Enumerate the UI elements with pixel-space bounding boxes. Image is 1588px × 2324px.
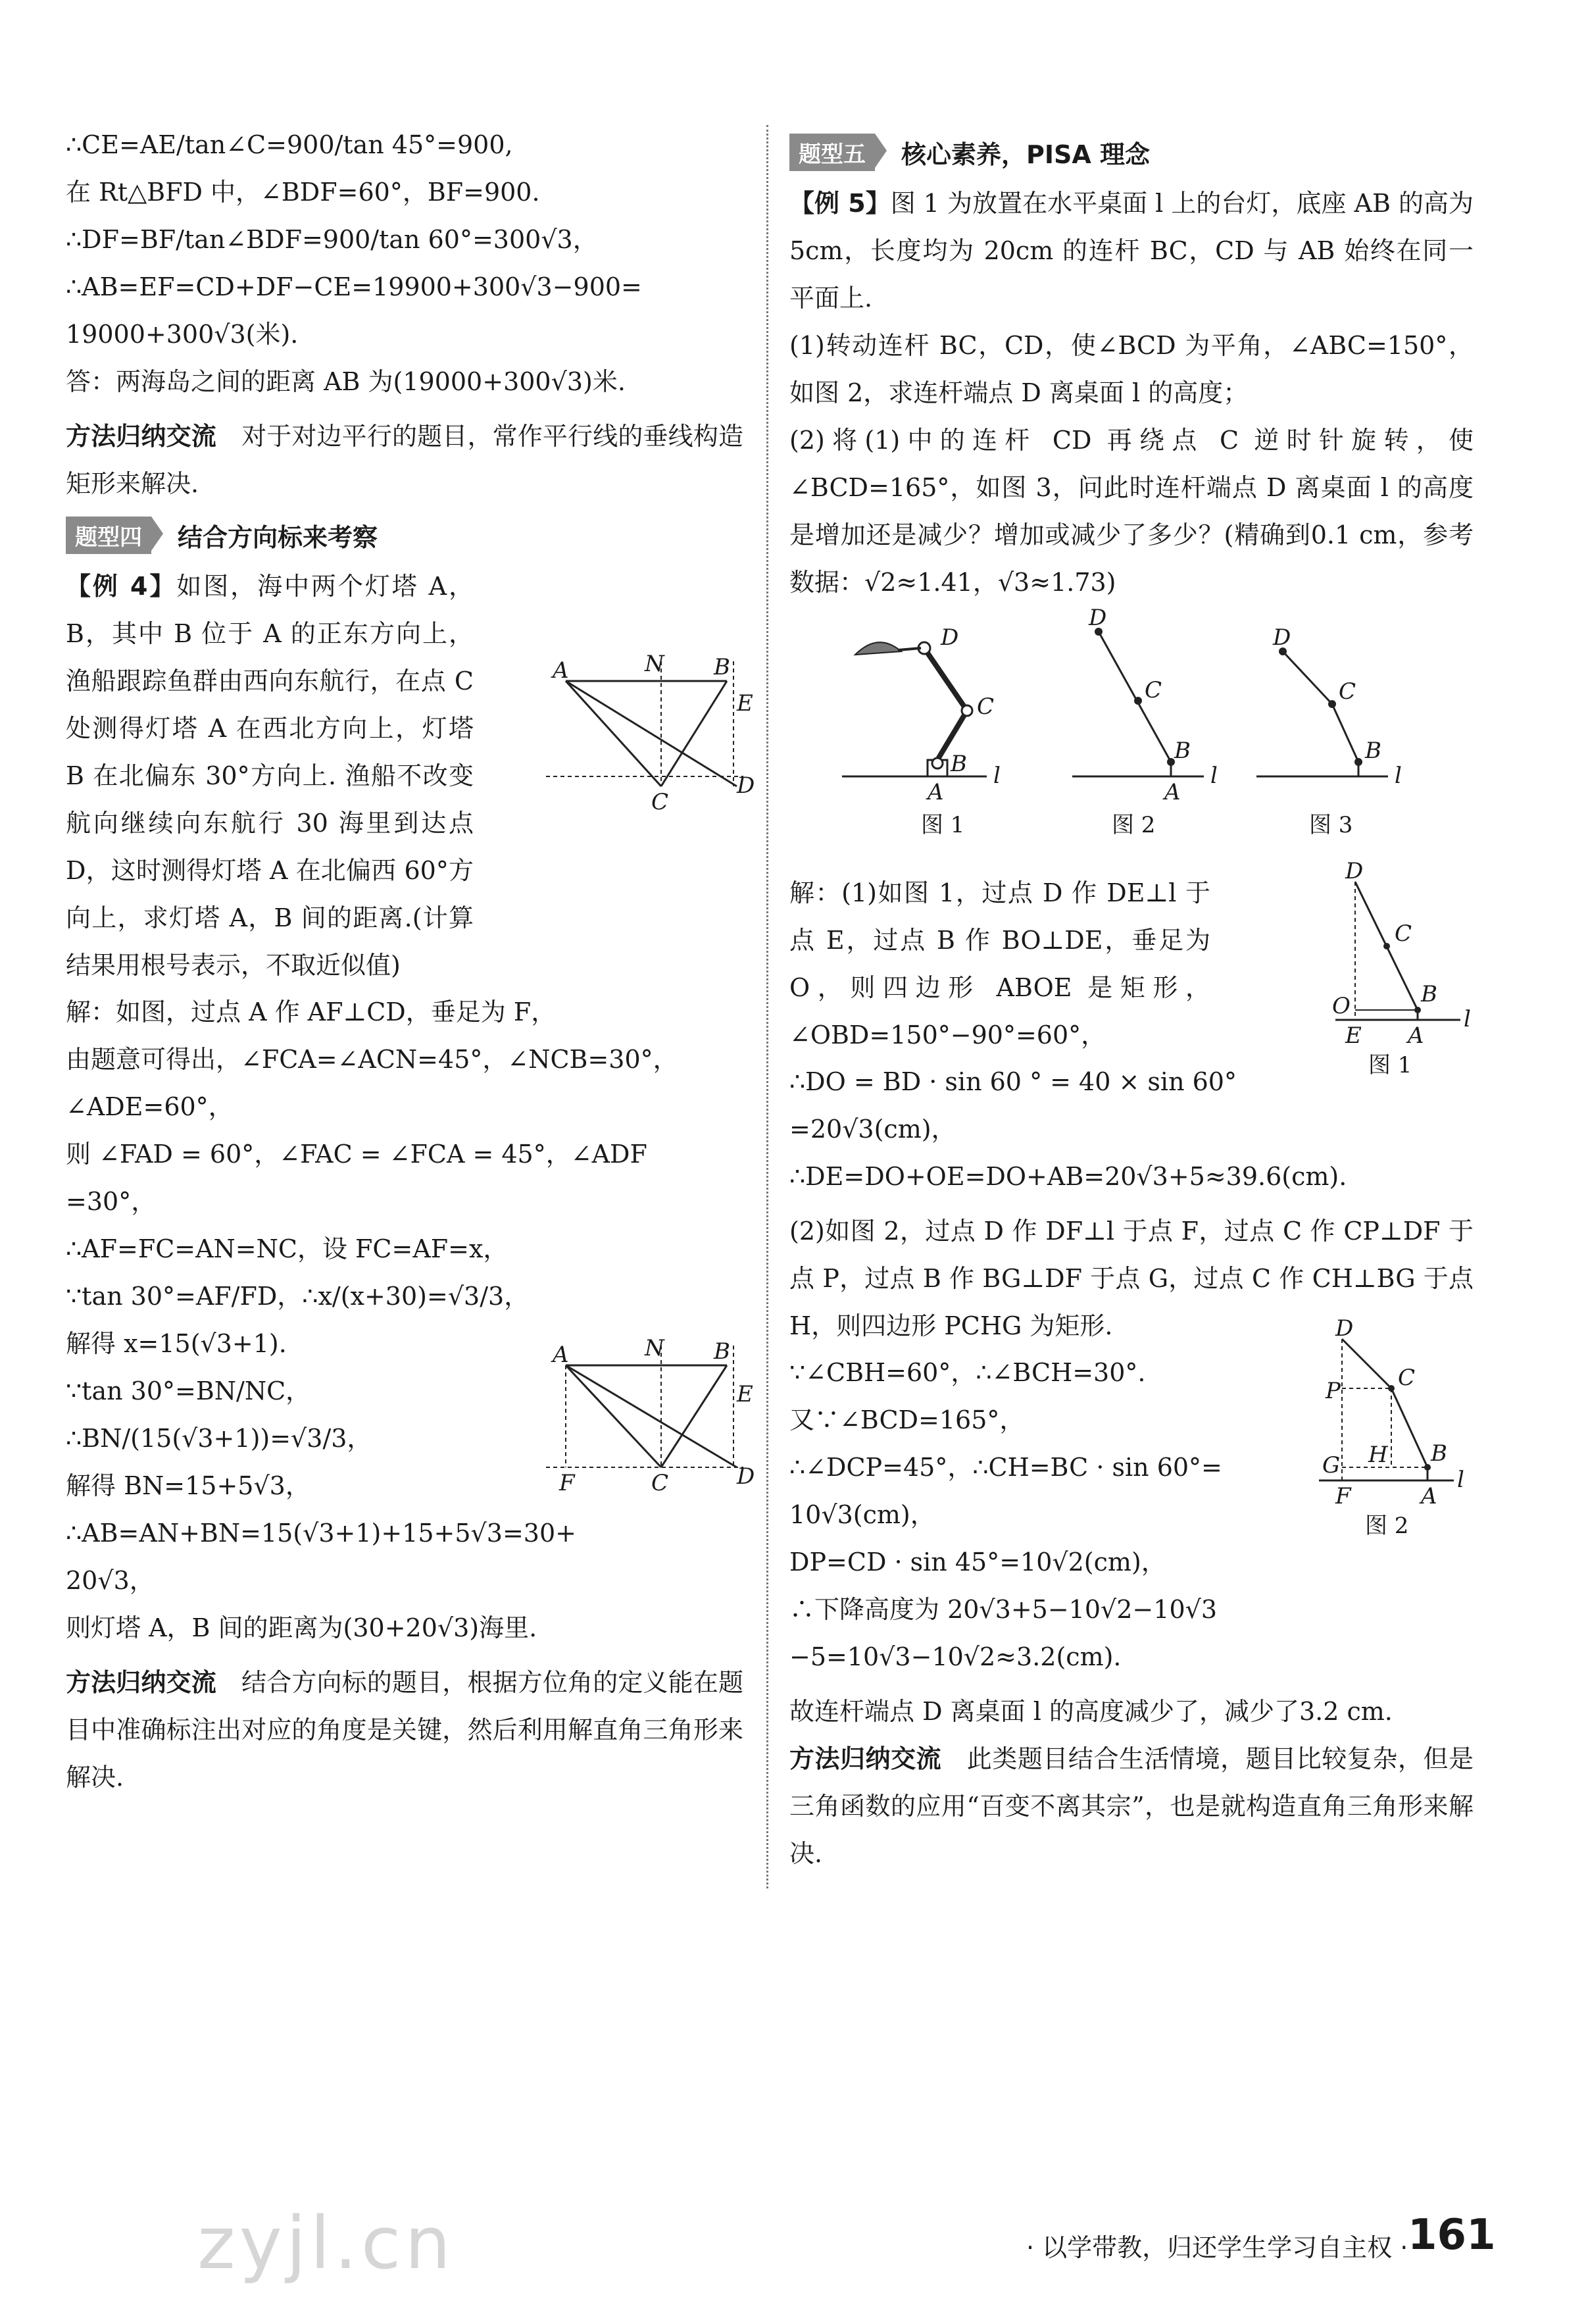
- point-label-g: G: [1322, 1452, 1341, 1478]
- point-label-b: B: [951, 751, 967, 777]
- watermark: zyjl.cn: [197, 2201, 455, 2285]
- column-divider: [766, 125, 768, 1888]
- point-label-o: O: [1332, 993, 1351, 1019]
- line-label-l: l: [1457, 1467, 1464, 1493]
- solution-line: 答：两海岛之间的距离 AB 为(19000+300√3)米.: [66, 367, 626, 396]
- line-label-l: l: [1464, 1006, 1471, 1032]
- solution-part-1: 解：(1)如图 1，过点 D 作 DE⊥l 于点 E，过点 B 作 BO⊥DE，垂足为 O，则四边形 ABOE 是矩形，∠OBD=150°−90°=60°，: [789, 878, 1210, 1049]
- point-label-d: D: [1345, 858, 1364, 884]
- method-label: 方法归纳交流: [789, 1744, 942, 1773]
- point-label-b: B: [714, 1338, 730, 1365]
- point-label-c: C: [651, 789, 669, 815]
- point-label-f: F: [1335, 1483, 1351, 1509]
- solution-line: 解得 BN=15+5√3，: [66, 1471, 310, 1500]
- example-body: 如图，海中两个灯塔 A，B，其中 B 位于 A 的正东方向上，渔船跟踪鱼群由西向东航行，在点 C 处测得灯塔 A 在西北方向上，灯塔 B 在北偏东 30°方向上. 渔船不改变航向继续向东航行 30 海里到达点 D，这时测得灯塔 A 在北偏西 60°方向上，求灯塔 A，B 间的距离.(计算结果用根号表示，不取近似值): [66, 572, 474, 980]
- method-label: 方法归纳交流: [66, 422, 216, 451]
- solution-line: ∴AF=FC=AN=NC，设 FC=AF=x，: [66, 1234, 509, 1263]
- solution-line: 则灯塔 A，B 间的距离为(30+20√3)海里.: [66, 1613, 537, 1642]
- line-label-l: l: [1210, 763, 1218, 789]
- section-tag: 题型五: [789, 134, 875, 171]
- point-label-b: B: [714, 654, 730, 680]
- point-label-b: B: [1421, 981, 1437, 1007]
- point-label-e: E: [737, 690, 753, 717]
- figure-caption: 图 1: [1368, 1052, 1412, 1078]
- solution-line: 由题意可得出，∠FCA=∠ACN=45°，∠NCB=30°，: [66, 1045, 678, 1074]
- section-title: 结合方向标来考察: [178, 522, 378, 552]
- solution-line: 20√3，: [66, 1566, 155, 1595]
- point-label-c: C: [1339, 678, 1356, 705]
- solution-line: −5=10√3−10√2≈3.2(cm).: [789, 1642, 1122, 1671]
- line-label-l: l: [993, 763, 1001, 789]
- solution-line: 解：如图，过点 A 作 AF⊥CD，垂足为 F，: [66, 998, 557, 1026]
- solution-line: 10√3(cm)，: [789, 1500, 935, 1529]
- section-title: 核心素养，PISA 理念: [901, 139, 1150, 169]
- point-label-b: B: [1365, 738, 1381, 764]
- example-label: 【例 4】: [66, 572, 177, 601]
- solution-line: ∴DF=BF/tan∠BDF=900/tan 60°=300√3，: [66, 225, 598, 254]
- solution-line: DP=CD · sin 45°=10√2(cm)，: [789, 1548, 1166, 1577]
- point-label-d: D: [737, 1463, 755, 1490]
- line-label-l: l: [1395, 763, 1402, 789]
- point-label-p: P: [1326, 1378, 1341, 1404]
- method-summary: [789, 1735, 1474, 1877]
- solution-line: =30°，: [66, 1187, 157, 1216]
- point-label-c: C: [1145, 677, 1162, 703]
- solution-line: ∵∠CBH=60°，∴∠BCH=30°.: [789, 1358, 1146, 1387]
- point-label-e: E: [737, 1381, 753, 1407]
- figure-caption: 图 2: [1365, 1513, 1409, 1539]
- solution-line: ∴DO = BD · sin 60 ° = 40 × sin 60°: [789, 1067, 1237, 1096]
- method-summary: [66, 1659, 743, 1801]
- solution-part-2: (2)如图 2，过点 D 作 DF⊥l 于点 F，过点 C 作 CP⊥DF 于点 P，过点 B 作 BG⊥DF 于点 G，过点 C 作 CH⊥BG 于点 H，则四边形 PCHG 为矩形.: [789, 1217, 1474, 1340]
- page-number: 161: [1408, 2211, 1496, 2260]
- section-tag: 题型四: [66, 517, 151, 554]
- solution-line: ∴下降高度为 20√3+5−10√2−10√3: [789, 1595, 1218, 1624]
- question-2: (2)将(1)中的连杆 CD 再绕点 C 逆时针旋转，使∠BCD=165°，如图 3，问此时连杆端点 D 离桌面 l 的高度是增加还是减少？增加或减少了多少？(精确到0.1 cm，参考数据：√2≈1.41，√3≈1.73): [789, 426, 1474, 597]
- example-body: 图 1 为放置在水平桌面 l 上的台灯，底座 AB 的高为 5cm，长度均为 20cm 的连杆 BC，CD 与 AB 始终在同一平面上.: [789, 189, 1474, 313]
- left-column: [66, 128, 743, 1801]
- solution-line: ∠ADE=60°，: [66, 1092, 234, 1121]
- point-label-a: A: [553, 1342, 569, 1368]
- method-text: 对于对边平行的题目，常作平行线的垂线构造矩形来解决.: [66, 422, 743, 498]
- solution-line: 解得 x=15(√3+1).: [66, 1329, 287, 1358]
- method-text: 结合方向标的题目，根据方位角的定义能在题目中准确标注出对应的角度是关键，然后利用解直角三角形来解决.: [66, 1668, 743, 1792]
- point-label-n: N: [645, 651, 664, 677]
- solution-line: 19000+300√3(米).: [66, 320, 299, 349]
- conclusion: 故连杆端点 D 离桌面 l 的高度减少了，减少了3.2 cm.: [789, 1697, 1393, 1726]
- solution-line: 则 ∠FAD = 60°，∠FAC = ∠FCA = 45°，∠ADF: [66, 1140, 647, 1169]
- point-label-c: C: [977, 694, 995, 720]
- solution-line: ∵tan 30°=AF/FD，∴x/(x+30)=√3/3，: [66, 1282, 530, 1311]
- point-label-a: A: [928, 779, 944, 805]
- solution-line: 在 Rt△BFD 中，∠BDF=60°，BF=900.: [66, 178, 540, 207]
- method-label: 方法归纳交流: [66, 1668, 216, 1697]
- example-4-solution-figure: [546, 1336, 763, 1494]
- point-label-d: D: [1089, 605, 1107, 631]
- lamp-figures: [835, 605, 1467, 849]
- solution-line: =20√3(cm)，: [789, 1115, 956, 1144]
- solution-line: ∴DE=DO+OE=DO+AB=20√3+5≈39.6(cm).: [789, 1162, 1347, 1191]
- point-label-a: A: [1421, 1483, 1437, 1509]
- point-label-d: D: [1335, 1315, 1354, 1342]
- point-label-b: B: [1174, 738, 1191, 764]
- point-label-d: D: [941, 624, 959, 651]
- method-text: 此类题目结合生活情境，题目比较复杂，但是三角函数的应用“百变不离其宗”，也是就构造直角三角形来解决.: [789, 1744, 1474, 1868]
- example-4-text: [66, 563, 474, 989]
- point-label-h: H: [1368, 1442, 1388, 1468]
- point-label-f: F: [559, 1470, 575, 1496]
- point-label-e: E: [1345, 1023, 1362, 1049]
- footer-slogan: · 以学带教，归还学生学习自主权 ·: [1026, 2233, 1408, 2262]
- solution-line: ∵tan 30°=BN/NC，: [66, 1377, 311, 1405]
- point-label-a: A: [553, 657, 569, 684]
- point-label-c: C: [1395, 921, 1412, 947]
- section-header: [789, 128, 1474, 176]
- solution-figure-1: [1329, 858, 1480, 1086]
- question-1: (1)转动连杆 BC，CD，使∠BCD 为平角，∠ABC=150°，如图 2，求连杆端点 D 离桌面 l 的高度；: [789, 331, 1474, 407]
- solution-line: ∴BN/(15(√3+1))=√3/3，: [66, 1424, 372, 1453]
- example-label: 【例 5】: [789, 189, 891, 218]
- point-label-d: D: [737, 772, 755, 799]
- point-label-c: C: [651, 1470, 669, 1496]
- point-label-a: A: [1164, 779, 1181, 805]
- solution-line: ∴∠DCP=45°，∴CH=BC · sin 60°=: [789, 1453, 1222, 1482]
- solution-line: ∴AB=AN+BN=15(√3+1)+15+5√3=30+: [66, 1519, 576, 1548]
- solution-figure-2: [1316, 1315, 1474, 1540]
- solution-line: ∴AB=EF=CD+DF−CE=19900+300√3−900=: [66, 272, 642, 301]
- point-label-d: D: [1273, 624, 1291, 651]
- point-label-c: C: [1398, 1365, 1416, 1391]
- example-5-text: [789, 180, 1474, 322]
- point-label-n: N: [645, 1335, 664, 1361]
- solution-line: 又∵∠BCD=165°，: [789, 1405, 1025, 1434]
- example-4-figure: [546, 651, 763, 815]
- point-label-b: B: [1431, 1440, 1447, 1467]
- section-header: [66, 511, 743, 559]
- figure-caption: 图 1: [921, 812, 965, 838]
- solution-line: ∴CE=AE/tan∠C=900/tan 45°=900,: [66, 130, 513, 159]
- figure-caption: 图 2: [1112, 812, 1156, 838]
- method-summary: [66, 413, 743, 507]
- point-label-a: A: [1408, 1023, 1424, 1049]
- figure-caption: 图 3: [1309, 812, 1353, 838]
